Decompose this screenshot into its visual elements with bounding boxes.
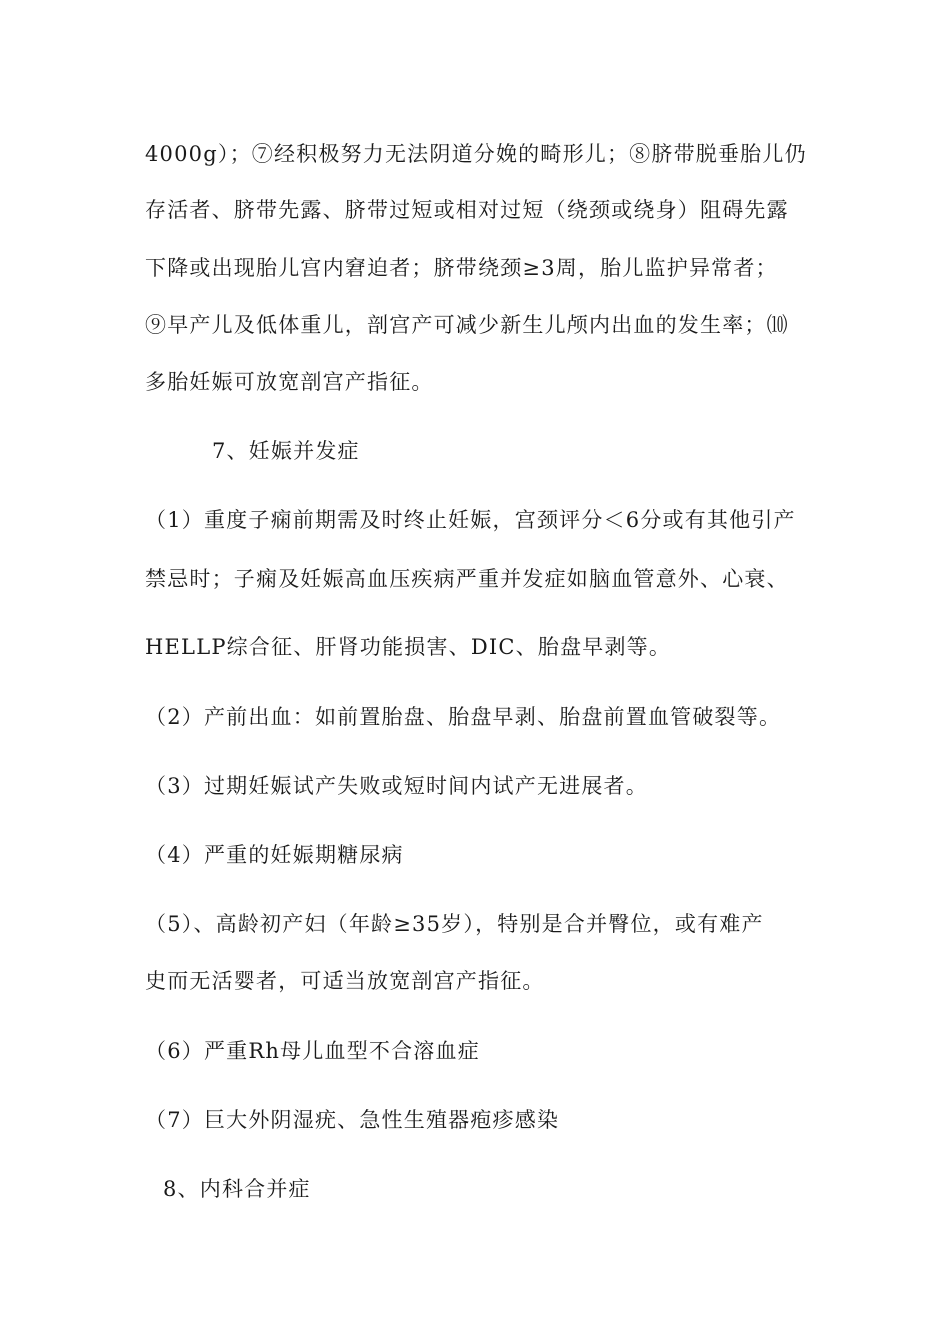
list-item-line: 禁忌时；子痫及妊娠高血压疾病严重并发症如脑血管意外、心衰、 (145, 567, 789, 591)
paragraph-line: 多胎妊娠可放宽剖宫产指征。 (145, 370, 434, 394)
list-item-line: 史而无活婴者，可适当放宽剖宫产指征。 (145, 969, 545, 993)
list-item-line: HELLP综合征、肝肾功能损害、DIC、胎盘早剥等。 (145, 635, 672, 659)
list-item-line: （4）严重的妊娠期糖尿病 (145, 843, 404, 867)
section-heading-8: 8、内科合并症 (163, 1177, 311, 1201)
list-item-line: （3）过期妊娠试产失败或短时间内试产无进展者。 (145, 774, 648, 798)
paragraph-line: 下降或出现胎儿宫内窘迫者；脐带绕颈≥3周，胎儿监护异常者； (145, 256, 778, 280)
list-item-line: （2）产前出血：如前置胎盘、胎盘早剥、胎盘前置血管破裂等。 (145, 705, 782, 729)
paragraph-line: ⑨早产儿及低体重儿，剖宫产可减少新生儿颅内出血的发生率；⑽ (145, 313, 789, 337)
paragraph-line: 4000g）；⑦经积极努力无法阴道分娩的畸形儿；⑧脐带脱垂胎儿仍 (145, 142, 807, 166)
list-item-line: （5）、高龄初产妇（年龄≥35岁），特别是合并臀位，或有难产 (145, 912, 764, 936)
list-item-line: （6）严重Rh母儿血型不合溶血症 (145, 1039, 480, 1063)
section-heading-7: 7、妊娠并发症 (212, 439, 360, 463)
paragraph-line: 存活者、脐带先露、脐带过短或相对过短（绕颈或绕身）阻碍先露 (145, 198, 789, 222)
list-item-line: （1）重度子痫前期需及时终止妊娠，宫颈评分＜6分或有其他引产 (145, 508, 796, 532)
list-item-line: （7）巨大外阴湿疣、急性生殖器疱疹感染 (145, 1108, 560, 1132)
